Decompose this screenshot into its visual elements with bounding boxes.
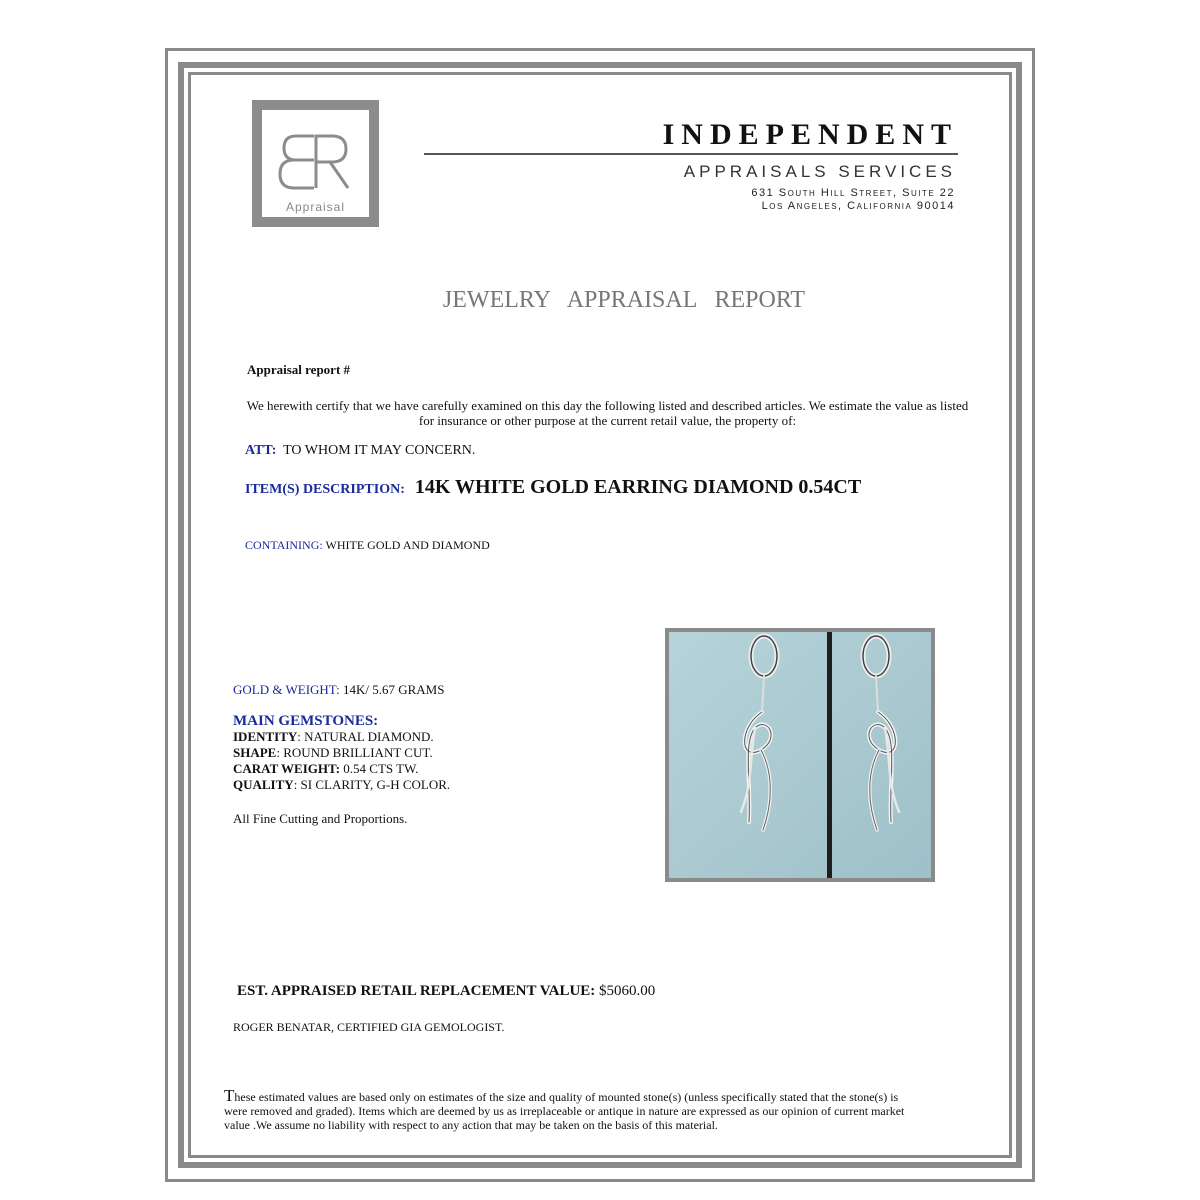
earring-illustration bbox=[669, 632, 931, 878]
report-title: JEWELRY APPRAISAL REPORT bbox=[442, 287, 806, 313]
disclaimer-text: hese estimated values are based only on estimates of the size and quality of mounted stone(s) (unless specifically stated that the stone(s) is were removed and graded). Items which are deemed by us as irreplaceable or antique in nature are expressed as our opinion of current market value .We assume no liability with respect to any action that may be taken on the basis of this material. bbox=[224, 1090, 905, 1132]
company-address-line2: Los Angeles, California 90014 bbox=[761, 200, 955, 212]
company-subtitle: APPRAISALS SERVICES bbox=[683, 162, 956, 181]
gemstones-heading: MAIN GEMSTONES: bbox=[233, 713, 379, 729]
shape-label: SHAPE bbox=[233, 745, 277, 760]
gold-weight-line bbox=[233, 682, 444, 698]
report-number-label: Appraisal report # bbox=[247, 362, 351, 377]
item-value: 14K WHITE GOLD EARRING DIAMOND 0.54CT bbox=[414, 476, 862, 498]
header-rule bbox=[424, 153, 958, 155]
company-address-line1: 631 South Hill Street, Suite 22 bbox=[751, 187, 955, 199]
containing-value: WHITE GOLD AND DIAMOND bbox=[325, 538, 490, 552]
br-appraisal-logo bbox=[252, 100, 379, 227]
item-description bbox=[245, 476, 861, 499]
att-line bbox=[245, 443, 475, 459]
shape-value: : ROUND BRILLIANT CUT. bbox=[276, 745, 433, 760]
logo-word: Appraisal bbox=[285, 200, 346, 214]
carat-label: CARAT WEIGHT: bbox=[233, 761, 341, 776]
main-gemstones bbox=[233, 713, 450, 793]
carat-line bbox=[233, 761, 450, 777]
certification-text: We herewith certify that we have carefully examined on this day the following listed and described articles. We estimate the value as listed for insurance or other purpose at the current retail value, the property of: bbox=[246, 398, 969, 428]
disclaimer-initial: T bbox=[224, 1086, 235, 1105]
earring-photo bbox=[665, 628, 935, 882]
identity-label: IDENTITY bbox=[233, 729, 298, 744]
appraised-value-line bbox=[237, 983, 655, 1000]
identity-line bbox=[233, 729, 450, 745]
logo-monogram bbox=[262, 130, 369, 199]
quality-value: : SI CLARITY, G-H COLOR. bbox=[293, 777, 451, 792]
att-value: TO WHOM IT MAY CONCERN. bbox=[283, 443, 476, 458]
att-label: ATT: bbox=[245, 443, 277, 458]
photo-divider bbox=[827, 632, 832, 878]
identity-value: : NATURAL DIAMOND. bbox=[297, 729, 434, 744]
carat-value: 0.54 CTS TW. bbox=[340, 761, 419, 776]
shape-line bbox=[233, 745, 450, 761]
gold-weight-value: 14K/ 5.67 GRAMS bbox=[342, 682, 445, 697]
containing-label: CONTAINING: bbox=[245, 538, 323, 552]
gemologist-signature-line: ROGER BENATAR, CERTIFIED GIA GEMOLOGIST. bbox=[233, 1020, 505, 1034]
company-name: INDEPENDENT bbox=[662, 118, 958, 151]
fine-cutting-note: All Fine Cutting and Proportions. bbox=[233, 811, 408, 826]
appraised-value-label: EST. APPRAISED RETAIL REPLACEMENT VALUE: bbox=[237, 983, 596, 999]
quality-line bbox=[233, 777, 450, 793]
appraised-value-amount: $5060.00 bbox=[599, 983, 656, 999]
gold-weight-label: GOLD & WEIGHT: bbox=[233, 682, 340, 697]
item-label: ITEM(S) DESCRIPTION: bbox=[245, 482, 405, 497]
logo-br-glyph bbox=[262, 130, 369, 194]
quality-label: QUALITY bbox=[233, 777, 294, 792]
disclaimer bbox=[224, 1086, 924, 1132]
containing-line bbox=[245, 538, 490, 553]
